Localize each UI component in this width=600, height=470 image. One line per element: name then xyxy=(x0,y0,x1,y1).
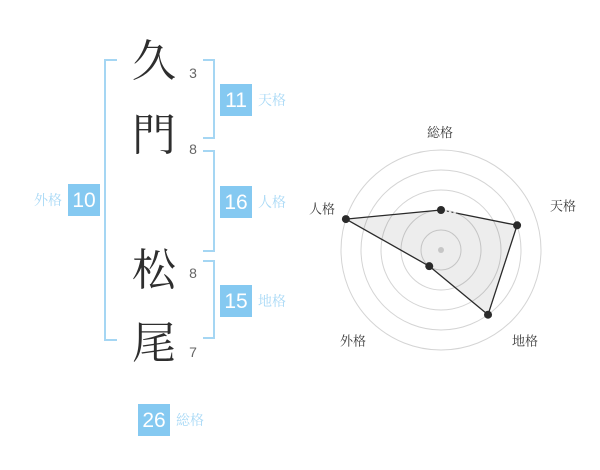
chikaku-row xyxy=(220,285,286,317)
chikaku-value-badge: 15 xyxy=(220,285,252,317)
chikaku-bracket xyxy=(203,260,215,339)
name-char-3: 松 xyxy=(132,246,176,295)
stroke-count-2: 8 xyxy=(189,141,197,157)
gaikaku-value-badge: 10 xyxy=(68,184,100,216)
stroke-count-1: 3 xyxy=(189,65,197,81)
radar-axis-label: 人格 xyxy=(308,201,336,217)
jinkaku-label: 人格 xyxy=(258,194,286,210)
tenkaku-value-badge: 11 xyxy=(220,84,252,116)
radar-axis-label: 地格 xyxy=(511,333,539,349)
name-char-2: 門 xyxy=(132,111,176,160)
tenkaku-bracket xyxy=(203,59,215,139)
name-char-1: 久 xyxy=(132,37,176,86)
radar-data-point xyxy=(484,311,492,319)
kaku-radar-chart xyxy=(300,110,580,370)
soukaku-label: 総格 xyxy=(176,412,204,428)
tenkaku-row xyxy=(220,84,286,116)
stroke-count-3: 8 xyxy=(189,265,197,281)
radar-data-point xyxy=(513,221,521,229)
radar-data-point xyxy=(342,215,350,223)
jinkaku-bracket xyxy=(203,150,215,252)
radar-chart-svg xyxy=(300,110,580,370)
name-char-4: 尾 xyxy=(132,319,176,368)
radar-data-point xyxy=(425,262,433,270)
radar-axis-label: 天格 xyxy=(549,198,577,214)
radar-area xyxy=(346,210,517,315)
tenkaku-label: 天格 xyxy=(258,92,286,108)
radar-data-point xyxy=(437,206,445,214)
gaikaku-row xyxy=(34,184,100,216)
soukaku-value-badge: 26 xyxy=(138,404,170,436)
stroke-count-4: 7 xyxy=(189,344,197,360)
radar-axis-label: 外格 xyxy=(339,333,367,349)
gaikaku-bracket xyxy=(104,59,117,341)
jinkaku-value-badge: 16 xyxy=(220,186,252,218)
soukaku-row xyxy=(138,404,204,436)
radar-axis-label: 総格 xyxy=(426,125,454,140)
jinkaku-row xyxy=(220,186,286,218)
radar-center-dot xyxy=(438,247,444,253)
chikaku-label: 地格 xyxy=(258,293,286,309)
gaikaku-label: 外格 xyxy=(34,192,62,208)
